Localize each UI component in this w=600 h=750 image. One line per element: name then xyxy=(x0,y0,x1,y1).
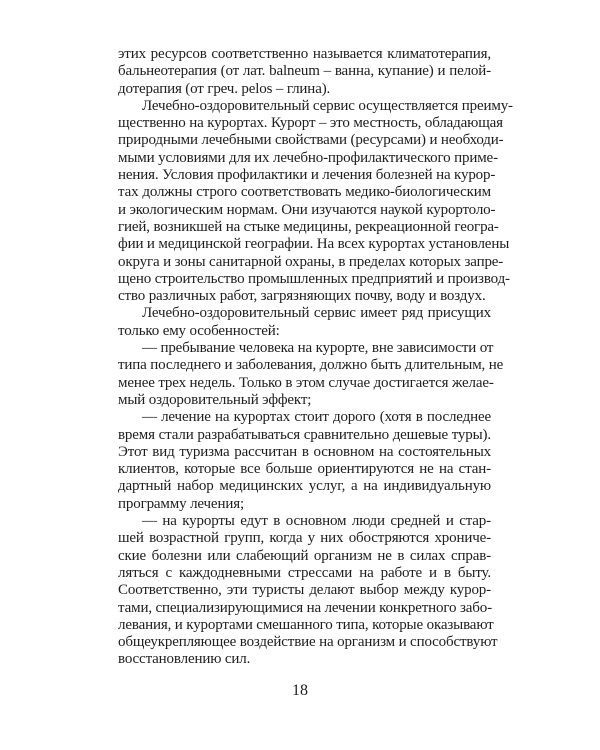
text-line: — пребывание человека на курорте, вне зависимости от xyxy=(142,340,494,357)
text-line: тами, специализирующимися на лечении конкретного забо- xyxy=(118,599,492,616)
text-line: щественно на курортах. Курорт – это местность, обладающая xyxy=(118,115,503,132)
text-line: природными лечебными свойствами (ресурсами) и необходи- xyxy=(118,132,504,149)
text-line: бальнеотерапия (от лат. balneum – ванна, купание) и пелой- xyxy=(118,63,491,80)
text-line: ство различных работ, загрязняющих почву, воду и воздух. xyxy=(118,288,486,305)
text-line: дотерапия (от греч. pelos – глина). xyxy=(118,80,331,97)
text-line: нения. Условия профилактики и лечения болезней на курор- xyxy=(118,167,496,184)
text-line: мыми условиями для их лечебно-профилактического приме- xyxy=(118,149,498,166)
text-line: Лечебно-оздоровительный сервис осуществляется преиму- xyxy=(142,97,513,114)
page-body-text xyxy=(118,46,513,669)
text-line: ляться с каждодневными стрессами на работе и в быту. xyxy=(118,564,491,581)
text-line: округа и зоны санитарной охраны, в пределах которых запре- xyxy=(118,253,504,270)
text-line: этих ресурсов соответственно называется климатотерапия, xyxy=(118,46,491,62)
text-line: левания, и курортами смешанного типа, которые оказывают xyxy=(118,616,494,633)
text-line: время стали разрабатываться сравнительно дешевые туры). xyxy=(118,426,491,443)
text-line: — лечение на курортах стоит дорого (хотя в последнее xyxy=(142,409,491,426)
text-line: Лечебно-оздоровительный сервис имеет ряд присущих xyxy=(142,305,491,322)
text-line: дартный набор медицинских услуг, а на индивидуальную xyxy=(118,478,491,495)
text-line: менее трех недель. Только в этом случае достигается желае- xyxy=(118,374,494,391)
text-line: общеукрепляющее воздействие на организм и способствуют xyxy=(118,634,498,651)
text-line: шей возрастной групп, когда у них обостряются хрониче- xyxy=(118,530,491,547)
text-line: фии и медицинской географии. На всех курортах установлены xyxy=(118,236,510,253)
text-line: программу лечения; xyxy=(118,495,244,512)
text-line: мый оздоровительный эффект; xyxy=(118,391,312,408)
text-line: клиентов, которые все больше ориентируются не на стан- xyxy=(118,461,491,478)
text-line: — на курорты едут в основном люди средней и стар- xyxy=(142,513,491,530)
text-line: типа последнего и заболевания, должно быть длительным, не xyxy=(118,357,504,374)
text-line: тах должны строго соответствовать медико-биологическим xyxy=(118,184,491,201)
text-line: Этот вид туризма рассчитан в основном на состоятельных xyxy=(118,443,491,460)
text-line: Соответственно, эти туристы делают выбор между курор- xyxy=(118,582,491,599)
text-line: только ему особенностей: xyxy=(118,322,280,339)
text-line: щено строительство промышленных предприятий и производ- xyxy=(118,270,510,287)
text-line: ские болезни или слабеющий организм не в силах справ- xyxy=(118,547,491,564)
page-number: 18 xyxy=(292,682,308,699)
text-line: и экологическим нормам. Они изучаются наукой курортоло- xyxy=(118,201,496,218)
text-line: гией, возникшей на стыке медицины, рекреационной геогра- xyxy=(118,218,499,235)
text-line: восстановлению сил. xyxy=(118,651,251,668)
